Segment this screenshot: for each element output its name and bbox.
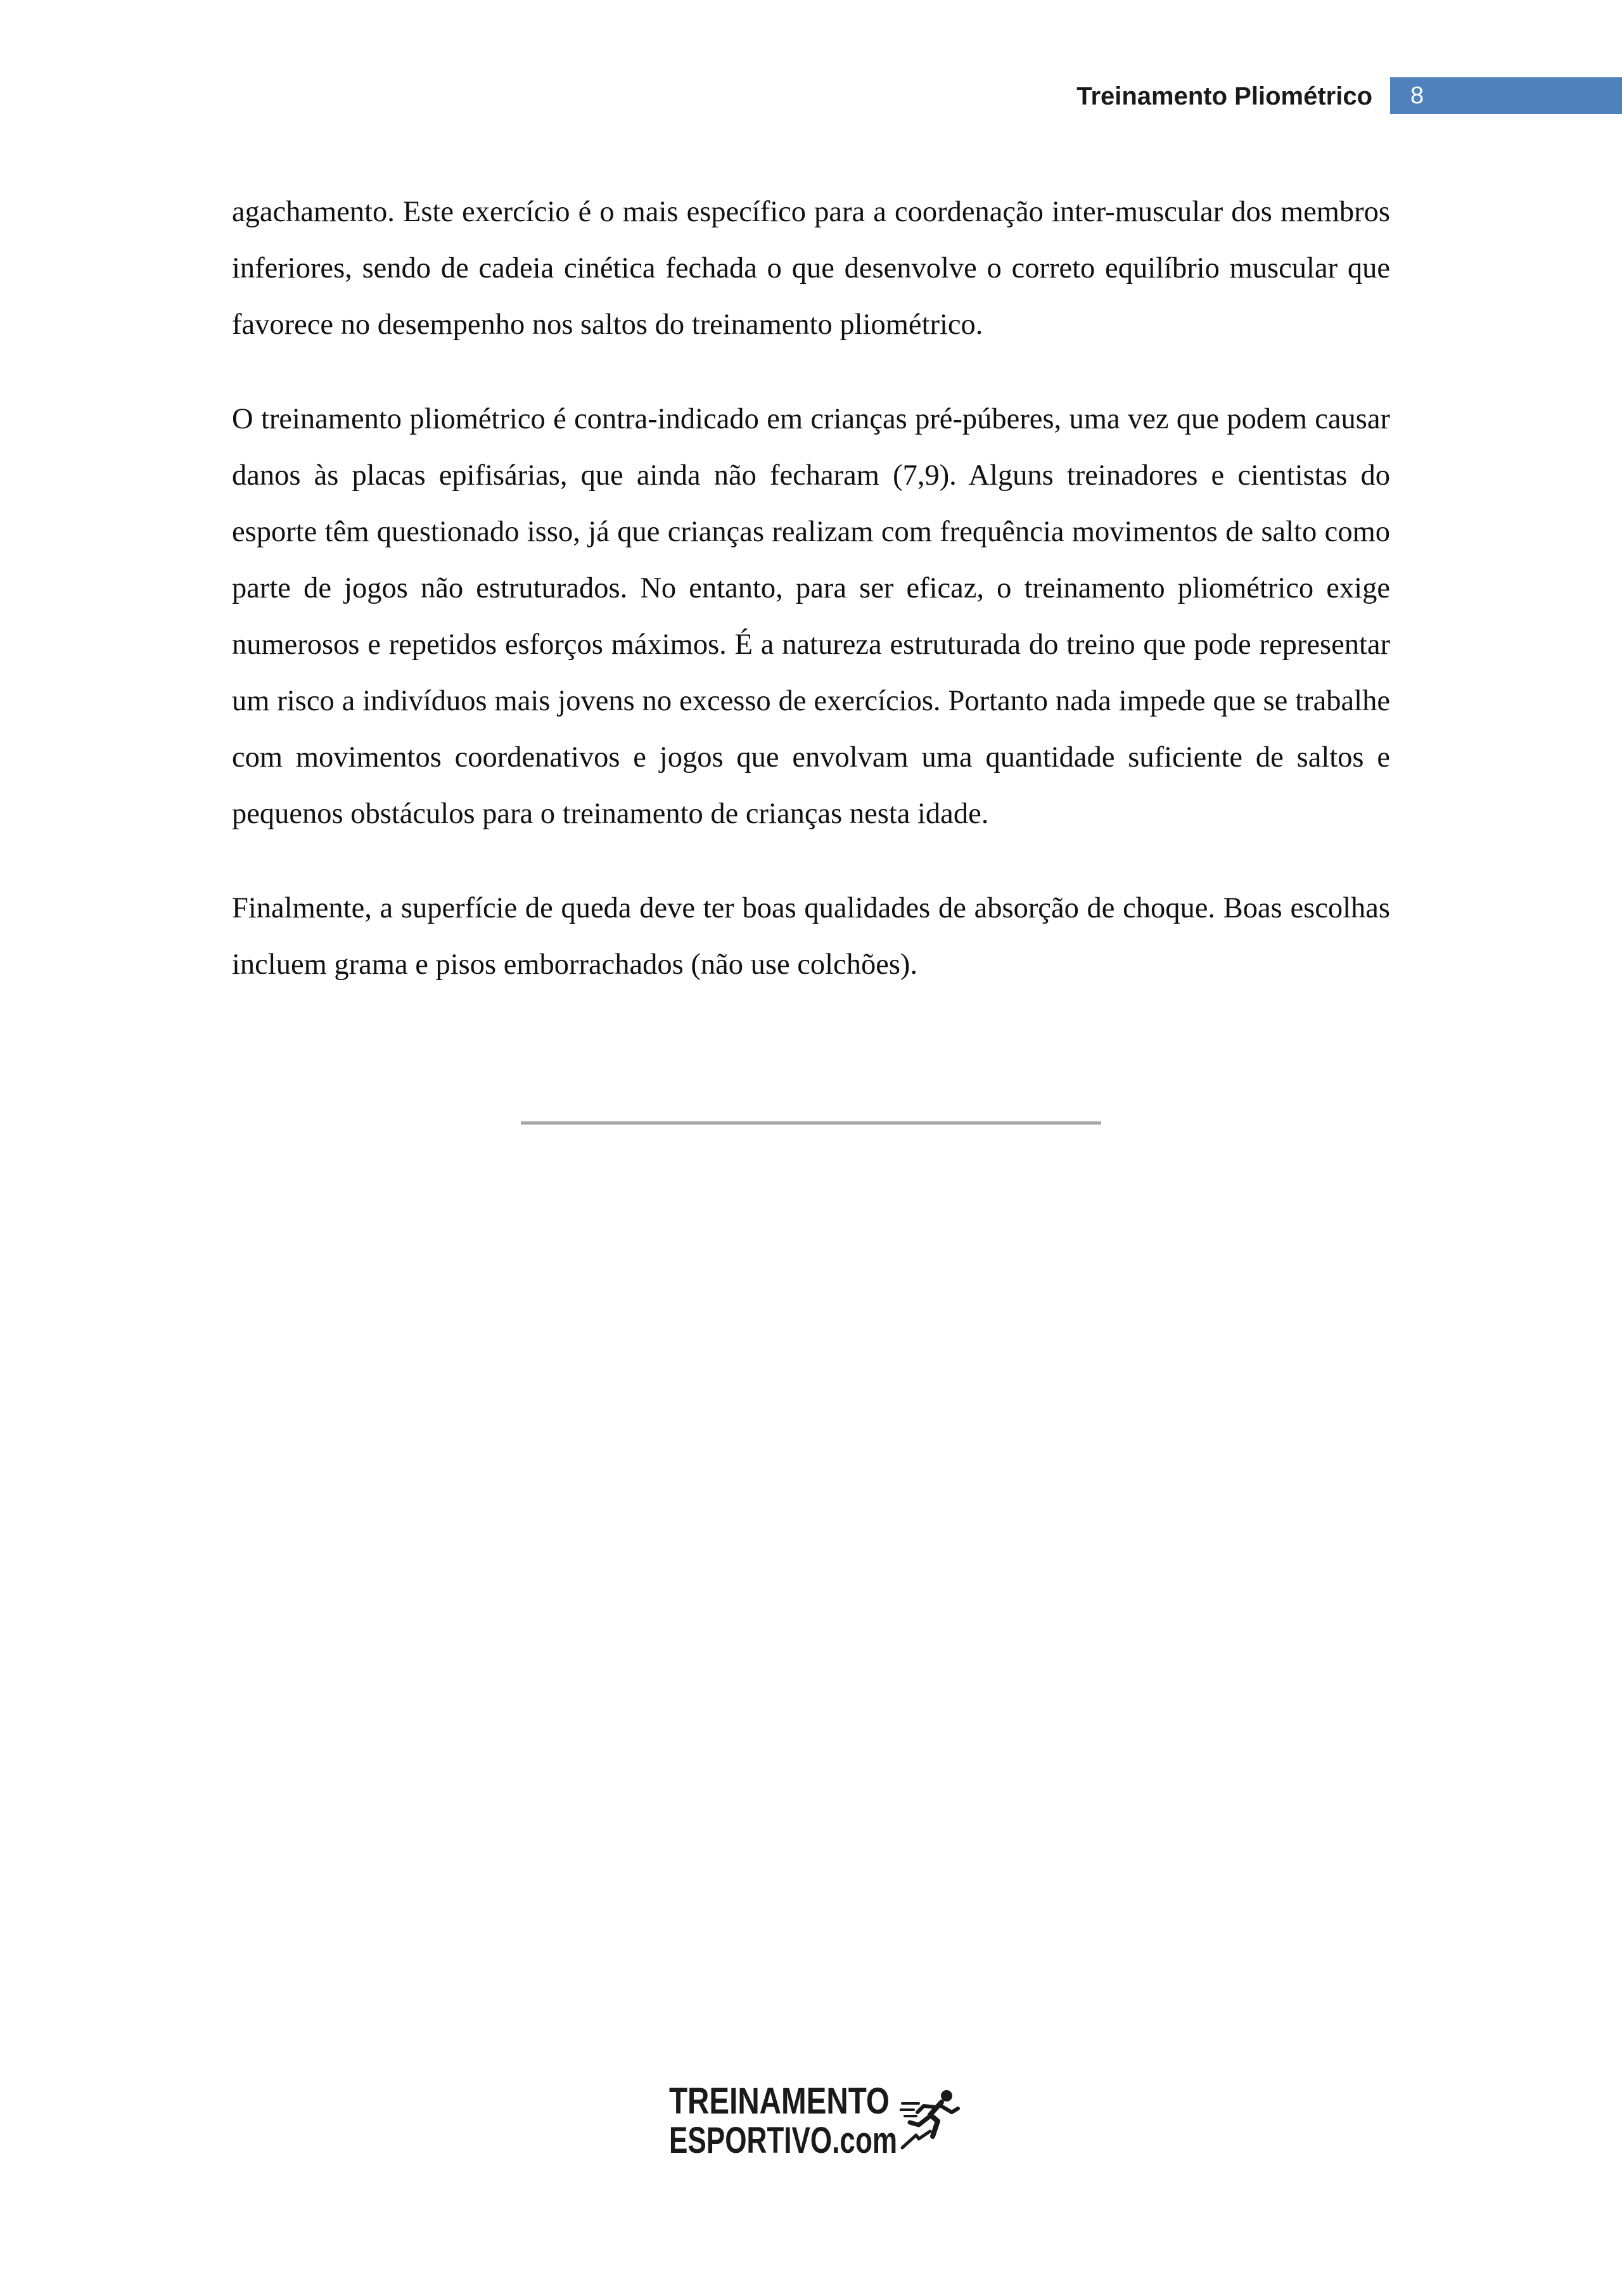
- page-header: [0, 75, 1622, 118]
- paragraph: agachamento. Este exercício é o mais específico para a coordenação inter-muscular dos membros inferiores, sendo de cadeia cinética fechada o que desenvolve o correto equilíbrio muscular que favorece no desempenho nos saltos do treinamento pliométrico.: [232, 196, 1390, 341]
- document-body: [232, 184, 1390, 1031]
- header-title: Treinamento Pliométrico: [1076, 82, 1372, 110]
- page-number: 8: [1410, 82, 1424, 109]
- logo-text-line-2: ESPORTIVO.com: [669, 2120, 898, 2161]
- runner-icon: [900, 2087, 961, 2150]
- page-number-box: [1390, 77, 1622, 114]
- footer-logo: [669, 2081, 963, 2163]
- logo-text-line-1: TREINAMENTO: [669, 2081, 890, 2122]
- paragraph: O treinamento pliométrico é contra-indicado em crianças pré-púberes, uma vez que podem causar danos às placas epifisárias, que ainda não fecharam (7,9). Alguns treinadores e cientistas do esporte têm questionado isso, já que crianças realizam com frequência movimentos de salto como parte de jogos não estruturados. No entanto, para ser eficaz, o treinamento pliométrico exige numerosos e repetidos esforços máximos. É a natureza estruturada do treino que pode representar um risco a indivíduos mais jovens no excesso de exercícios. Portanto nada impede que se trabalhe com movimentos coordenativos e jogos que envolvam uma quantidade suficiente de saltos e pequenos obstáculos para o treinamento de crianças nesta idade.: [232, 403, 1390, 830]
- section-divider: [521, 1121, 1101, 1125]
- paragraph: Finalmente, a superfície de queda deve ter boas qualidades de absorção de choque. Boas escolhas incluem grama e pisos emborrachados (não use colchões).: [232, 892, 1390, 981]
